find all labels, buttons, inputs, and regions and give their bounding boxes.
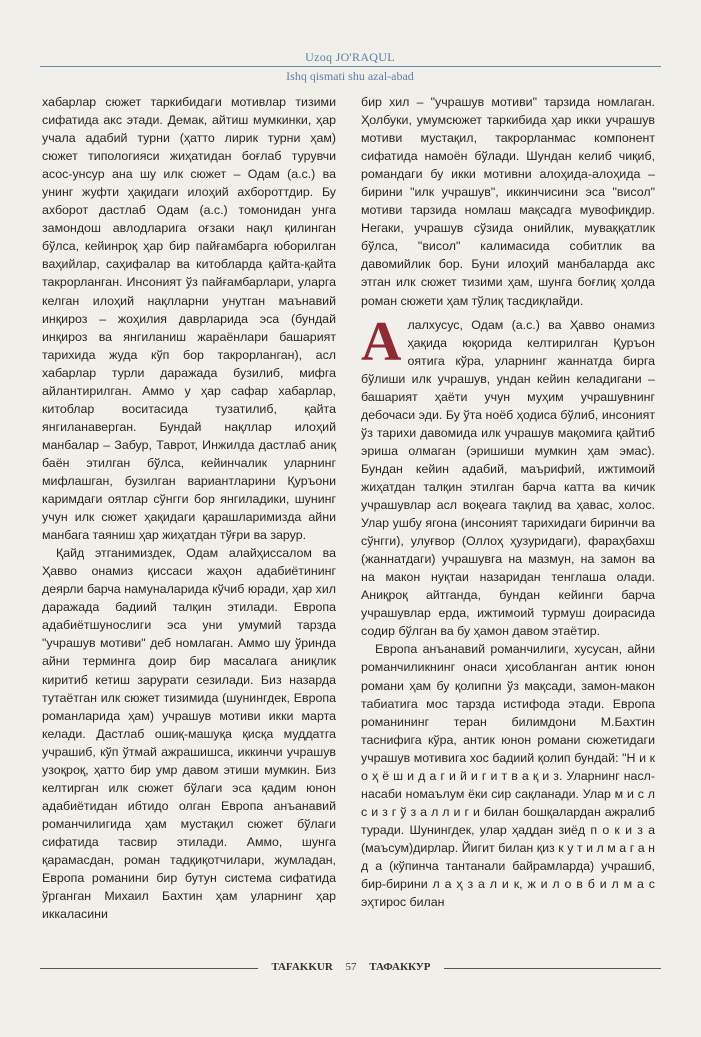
page-footer <box>0 958 701 978</box>
footer-rule-right <box>444 968 661 969</box>
header-rule <box>40 66 661 67</box>
footer-text <box>258 961 444 973</box>
left-column <box>42 93 336 923</box>
right-paragraph-2: лалхусус, Одам (а.с.) ва Ҳавво онамиз ҳақида юқорида келтирилган Қуръон оятига кўра, уларнинг жаннатда бирга бўлиши илк учрашув, ундан кейин келадигани – башарият ҳаёти учун муҳим учрашувнинг дебочаси эди. Бу ўта ноёб ҳодиса бўлиб, инсоният ўз тарихи давомида илк учрашув мақомига қайтиб эриша олмаган (эришиши мумкин ҳам эмас). Бундан кейин адабий, маърифий, ижтимоий жиҳатдан талқин этилган барча катта ва кичик учрашувлар асл воқеага тақлид ва ҳавас, холос. Улар ушбу ягона (инсоният тарихидаги биринчи ва сўнгги), улуғвор (Оллоҳ ҳузуридаги), фараҳбахш (жаннатдаги) учрашувга на мазмун, на замон ва на макон нуқтаи назаридан тенглаша олади. Аниқроқ айтганда, бундан кейинги барча учрашувлар ерда, ижтимоий турмуш доирасида содир бўлган ва бу ҳамон давом этаётир. <box>361 317 655 639</box>
page-number: 57 <box>345 961 357 973</box>
right-paragraph-3: Европа анъанавий романчилиги, хусусан, айни романчиликнинг онаси ҳисобланган антик юнон романи ҳам бу қолипни ўз мақсади, замон-макон табиатига мос тарзда истифода этади. Европа романининг теран билимдони М.Бахтин таснифига кўра, антик юнон романи сюжетидаги учрашув мотивига хос бадиий қолип бундай: "Н и к о ҳ ё ш и д а г и й и г и т в а қ и з. Уларнинг насл-насаби номаълум ёки сир сақланади. Улар м и с л с и з г ў з а л л и г и билан бошқалардан ажралиб туради. Шунингдек, улар ҳаддан зиёд п о к и з а (маъсум)дирлар. Йигит билан қиз к у т и л м а г а н д а (кўпинча тантанали байрамларда) учрашиб, бир-бирини л а ҳ з а л и к, ж и л о в б и л м а с эҳтирос билан <box>361 642 655 910</box>
footer-label-latin: TAFAKKUR <box>271 961 333 973</box>
drop-cap-letter: А <box>361 310 402 373</box>
right-paragraph-1: бир хил – "учрашув мотиви" тарзида номлаган. Ҳолбуки, умумсюжет таркибида ҳар икки учрашув мотиви мустақил, такрорланмас компонент сифатида намоён бўлади. Шундан келиб чиқиб, романдаги бу икки мотивни алоҳида-алоҳида – бирини "илк учрашув", иккинчисини эса "висол" мотиви тарзида номлаш мақсадга мувофиқдир. Негаки, учрашув сўзида онийлик, муваққатлик бўлса, "висол" калимасида собитлик ва давомийлик бор. Буни илоҳий манбаларда акс этган илк сюжет тизими ҳам, шунга боғлиқ ҳолда роман сюжети ҳам тўлиқ тасдиқлайди. <box>361 95 655 308</box>
left-paragraph-1: хабарлар сюжет таркибидаги мотивлар тизими сифатида акс этади. Демак, айтиш мумкинки, ҳар учала адабий турни (ҳатто лирик турни ҳам) сюжет типологияси жиҳатидан боғлаб турувчи асос-унсур ана шу илк сюжет – Одам (а.с.) ва унинг жуфти ҳақидаги илоҳий ахбороттдир. Бу ахборот дастлаб Одам (а.с.) томонидан унга замондош авлодларига оғзаки нақл қилинган бўлса, кейинроқ ҳар бир пайғамбарга юборилган ваҳийлар, саҳифалар ва китобларда қайта-қайта такрорланган. Инсоният ўз пайғамбарлари, уларга келган илоҳий нақлларни унутган маънавий инқироз – жоҳилия даврларида эса (бундай инқироз ва янгиланиш жараёнлари башарият тарихида жуда кўп бор такрорланган), асл хабарлар турли даражада бузилиб, мифга айлантирилган. Аммо у ҳар сафар хабарлар, китоблар воситасида тузатилиб, қайта янгиланаверган. Бундай нақллар илоҳий манбалар – Забур, Таврот, Инжилда дастлаб аниқ баён этилган бўлса, кейинчалик уларнинг мифлашган, бузилган вариантларини Қуръони каримдаги оятлар сўнгги бор янгиладики, шунинг учун илк сюжет ҳақидаги қарашларимизда айни манбага таяниш ҳар жиҳатдан тўғри ва зарур. <box>42 95 336 543</box>
footer-rule-left <box>40 968 258 969</box>
footer-label-cyrillic: ТАФАККУР <box>369 961 431 973</box>
header-subtitle: Ishq qismati shu azal-abad <box>286 69 414 83</box>
right-column <box>361 93 655 911</box>
left-paragraph-2: Қайд этганимиздек, Одам алайҳиссалом ва Ҳавво онамиз қиссаси жаҳон адабиётининг деярли барча намуналарида кўчиб юради, ҳар хил даражада бадиий талқин этилади. Европа адабиётшунослиги эса уни умумий тарзда "учрашув мотиви" деб номлаган. Аммо шу ўринда айни терминга доир бир масалага аниқлик киритиб кетиш зарурати сезилади. Биз назарда тутаётган илк сюжет тизимида (шунингдек, Европа романларида ҳам) учрашув мотиви икки марта келади. Дастлаб ошиқ-машуқа қисқа муддатга учрашиб, кўп ўтмай ажрашишса, иккинчи учрашув узоқроқ, ҳатто бир умр давом этиши мумкин. Биз келтирган илк сюжет бўлаги эса қадим юнон адабиётидан ибтидо олган Европа анъанавий романчилигида ҳам мустақил сюжет бўлаги сифатида тасвир этилади. Аммо, шунга қарамасдан, роман тадқиқотчилари, жумладан, Европа романини бир бутун система сифатида ўрганган Михаил Бахтин ҳам уларнинг ҳар иккаласини <box>42 546 336 922</box>
dropcap-paragraph <box>361 310 655 641</box>
header-author: Uzoq JO'RAQUL <box>305 50 395 64</box>
